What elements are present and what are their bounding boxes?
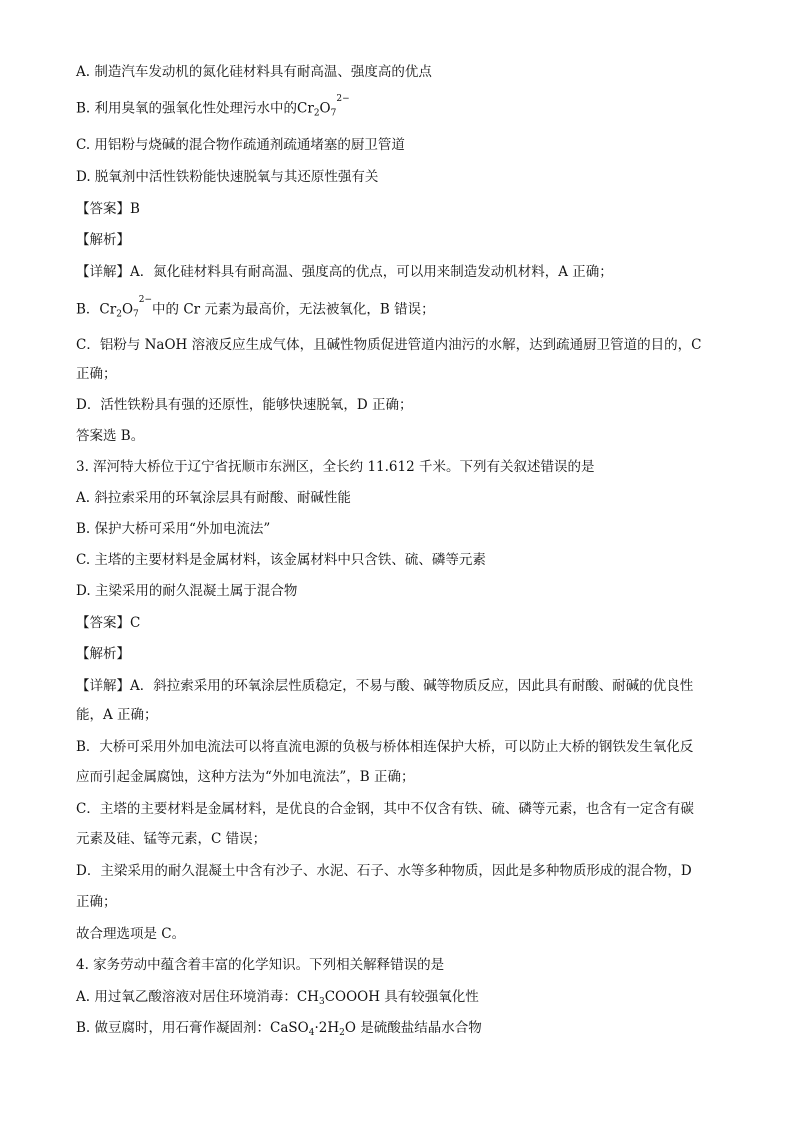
detail-q3-b: B．大桥可采用外加电流法可以将直流电源的负极与桥体相连保护大桥，可以防止大桥的钢铁发生氧化反 xyxy=(76,739,694,755)
answer-q2: 【答案】B xyxy=(76,201,140,217)
detail-q2-c: C．铝粉与 NaOH 溶液反应生成气体，且碱性物质促进管道内油污的水解，达到疏通厨卫管道的目的，C xyxy=(76,337,702,353)
analysis-heading-q3: 【解析】 xyxy=(76,646,130,662)
detail-q3-a-cont: 能，A 正确； xyxy=(76,707,158,723)
detail-q2-c-cont: 正确； xyxy=(76,366,117,382)
analysis-heading-q2: 【解析】 xyxy=(76,232,130,248)
formula-ch3coooh: $CH_3COOOH$ xyxy=(296,989,380,1007)
detail-q3-a: 【详解】A．斜拉索采用的环氧涂层性质稳定，不易与酸、碱等物质反应，因此具有耐酸、耐碱的优良性 xyxy=(76,678,694,694)
detail-q3-b-cont: 应而引起金属腐蚀，这种方法为“外加电流法”，B 正确； xyxy=(76,769,415,785)
question-3-stem: 3. 浑河特大桥位于辽宁省抚顺市东洲区，全长约 11.612 千米。下列有关叙述错误的是 xyxy=(76,459,595,475)
option-b-q4: B. 做豆腐时，用石膏作凝固剂：$CaSO_4\cdot 2H_2O$ 是硫酸盐结晶水合物 xyxy=(76,1020,482,1038)
detail-q2-d: D．活性铁粉具有强的还原性，能够快速脱氧，D 正确； xyxy=(76,397,413,413)
conclusion-q2: 答案选 B。 xyxy=(76,428,145,444)
option-a-q3: A. 斜拉索采用的环氧涂层具有耐酸、耐碱性能 xyxy=(76,490,351,506)
dichromate-formula: $Cr_2O_7^{2-}$ xyxy=(297,94,350,119)
option-d-q2: D. 脱氧剂中活性铁粉能快速脱氧与其还原性强有关 xyxy=(76,169,379,185)
dichromate-formula: $Cr_2O_7^{2-}$ xyxy=(99,295,153,320)
detail-q3-d: D．主梁采用的耐久混凝土中含有沙子、水泥、石子、水等多种物质，因此是多种物质形成的混合物，D xyxy=(76,863,692,879)
option-a-q4: A. 用过氧乙酸溶液对居住环境消毒：$CH_3COOOH$ 具有较强氧化性 xyxy=(76,989,479,1007)
option-c-q2: C. 用铝粉与烧碱的混合物作疏通剂疏通堵塞的厨卫管道 xyxy=(76,137,405,153)
conclusion-q3: 故合理选项是 C。 xyxy=(76,926,186,942)
detail-q2-b: B．$Cr_2O_7^{2-}$中的 Cr 元素为最高价，无法被氧化，B 错误； xyxy=(76,297,435,324)
option-b-q3: B. 保护大桥可采用“外加电流法” xyxy=(76,521,271,537)
question-4-stem: 4. 家务劳动中蕴含着丰富的化学知识。下列相关解释错误的是 xyxy=(76,957,445,973)
detail-q3-c: C．主塔的主要材料是金属材料，是优良的合金钢，其中不仅含有铁、硫、磷等元素，也含有一定含有碳 xyxy=(76,801,694,817)
option-a-q2: A. 制造汽车发动机的氮化硅材料具有耐高温、强度高的优点 xyxy=(76,64,432,80)
answer-q3: 【答案】C xyxy=(76,615,141,631)
option-d-q3: D. 主梁采用的耐久混凝土属于混合物 xyxy=(76,583,298,599)
option-c-q3: C. 主塔的主要材料是金属材料，该金属材料中只含铁、硫、磷等元素 xyxy=(76,552,486,568)
detail-q3-d-cont: 正确； xyxy=(76,894,117,910)
option-b-q2: B. 利用臭氧的强氧化性处理污水中的$Cr_2O_7^{2-}$ xyxy=(76,96,350,123)
detail-q3-c-cont: 元素及硅、锰等元素，C 错误； xyxy=(76,831,267,847)
detail-q2-a: 【详解】A．氮化硅材料具有耐高温、强度高的优点，可以用来制造发动机材料，A 正确； xyxy=(76,264,613,280)
formula-gypsum: $CaSO_4\cdot 2H_2O$ xyxy=(270,1020,356,1038)
